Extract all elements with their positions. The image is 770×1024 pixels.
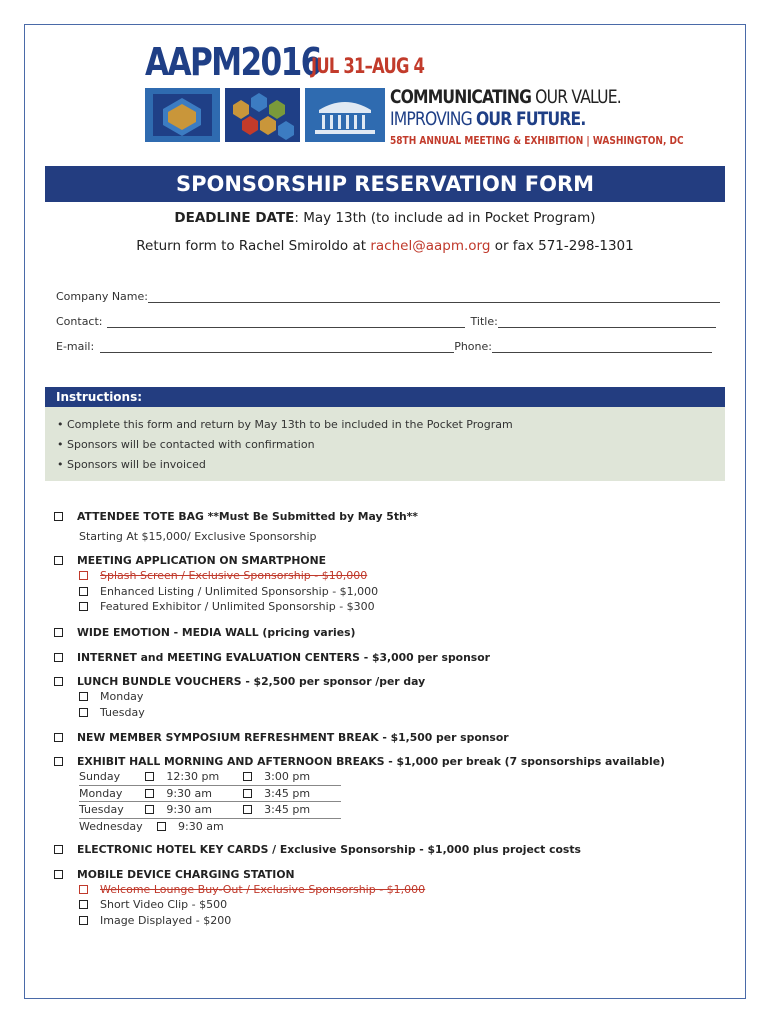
internet-checkbox[interactable] <box>54 653 63 662</box>
charging-sub-label: Short Video Clip - $500 <box>100 898 228 911</box>
app-sub-option <box>79 585 378 598</box>
charging-sub-label: Image Displayed - $200 <box>100 914 232 927</box>
deadline-label: DEADLINE DATE <box>174 210 295 226</box>
featured-checkbox[interactable] <box>79 602 88 611</box>
charging-checkbox[interactable] <box>54 870 63 879</box>
option-media-wall <box>54 626 355 639</box>
company-field <box>56 290 720 303</box>
charging-label: MOBILE DEVICE CHARGING STATION <box>77 868 295 881</box>
slot-checkbox[interactable] <box>145 805 154 814</box>
option-app <box>54 554 326 567</box>
schedule-slot: 9:30 am <box>145 787 243 800</box>
logo-tagline-2: IMPROVING OUR FUTURE. <box>390 108 586 130</box>
instruction-item: • Sponsors will be contacted with confirmation <box>57 438 315 451</box>
option-key-cards <box>54 843 581 856</box>
tote-bag-checkbox[interactable] <box>54 512 63 521</box>
internet-label: INTERNET and MEETING EVALUATION CENTERS - $3,000 per sponsor <box>77 651 490 664</box>
monday-checkbox[interactable] <box>79 692 88 701</box>
image-displayed-checkbox[interactable] <box>79 916 88 925</box>
schedule-slot: 9:30 am <box>157 820 272 833</box>
logo-dates: JUL 31–AUG 4 <box>311 54 425 78</box>
app-sub-option <box>79 600 375 613</box>
exhibit-breaks-label: EXHIBIT HALL MORNING AND AFTERNOON BREAKS - $1,000 per break (7 sponsorships available) <box>77 755 665 768</box>
deadline-value: : May 13th (to include ad in Pocket Program) <box>294 210 596 226</box>
media-wall-checkbox[interactable] <box>54 628 63 637</box>
tote-bag-label: ATTENDEE TOTE BAG **Must Be Submitted by May 5th** <box>77 510 418 523</box>
logo-tagline-1: COMMUNICATING OUR VALUE. <box>390 86 621 108</box>
slot-checkbox[interactable] <box>243 772 252 781</box>
instruction-item: • Complete this form and return by May 13th to be included in the Pocket Program <box>57 418 513 431</box>
app-sub-label: Featured Exhibitor / Unlimited Sponsorship - $300 <box>100 600 375 613</box>
charging-sub-option <box>79 883 425 896</box>
instructions-header: Instructions: <box>45 387 725 407</box>
slot-checkbox[interactable] <box>243 805 252 814</box>
email-field <box>56 340 712 353</box>
slot-checkbox[interactable] <box>145 772 154 781</box>
app-sub-label: Splash Screen / Exclusive Sponsorship - $10,000 <box>100 569 368 582</box>
key-cards-checkbox[interactable] <box>54 845 63 854</box>
charging-sub-option <box>79 914 231 927</box>
title-label: Title: <box>470 315 498 328</box>
option-symposium <box>54 731 509 744</box>
lunch-label: LUNCH BUNDLE VOUCHERS - $2,500 per sponsor /per day <box>77 675 426 688</box>
email-link[interactable]: rachel@aapm.org <box>370 238 491 254</box>
schedule-slot: 12:30 pm <box>145 770 243 783</box>
company-input[interactable] <box>148 291 720 303</box>
contact-input[interactable] <box>107 316 465 328</box>
phone-label: Phone: <box>454 340 492 353</box>
phone-input[interactable] <box>492 341 712 353</box>
schedule-day: Monday <box>79 786 123 800</box>
lunch-sub-option <box>79 706 145 719</box>
symposium-label: NEW MEMBER SYMPOSIUM REFRESHMENT BREAK - $1,500 per sponsor <box>77 731 509 744</box>
tote-bag-note: Starting At $15,000/ Exclusive Sponsorship <box>79 530 317 543</box>
instructions-box <box>45 407 725 481</box>
form-title: SPONSORSHIP RESERVATION FORM <box>45 166 725 202</box>
exhibit-breaks-checkbox[interactable] <box>54 757 63 766</box>
logo-tiles-graphic <box>145 88 385 142</box>
option-exhibit-breaks <box>54 755 665 768</box>
contact-field <box>56 315 716 328</box>
key-cards-label: ELECTRONIC HOTEL KEY CARDS / Exclusive Sponsorship - $1,000 plus project costs <box>77 843 581 856</box>
slot-checkbox[interactable] <box>157 822 166 831</box>
break-schedule <box>79 769 341 834</box>
logo-title: AAPM2016 <box>145 40 321 84</box>
schedule-row <box>79 769 341 786</box>
deadline-line <box>0 210 770 226</box>
lunch-day-label: Tuesday <box>100 706 145 719</box>
slot-checkbox[interactable] <box>243 789 252 798</box>
schedule-day: Wednesday <box>79 819 143 833</box>
media-wall-label: WIDE EMOTION - MEDIA WALL (pricing varies) <box>77 626 356 639</box>
instruction-item: • Sponsors will be invoiced <box>57 458 206 471</box>
charging-sub-label: Welcome Lounge Buy-Out / Exclusive Sponsorship - $1,000 <box>100 883 426 896</box>
company-label: Company Name: <box>56 290 148 303</box>
app-sub-label: Enhanced Listing / Unlimited Sponsorship - $1,000 <box>100 585 379 598</box>
logo-meeting-line: 58TH ANNUAL MEETING & EXHIBITION | WASHINGTON, DC <box>390 134 684 147</box>
schedule-slot: 3:45 pm <box>243 803 341 816</box>
lunch-day-label: Monday <box>100 690 144 703</box>
app-checkbox[interactable] <box>54 556 63 565</box>
option-charging <box>54 868 295 881</box>
schedule-slot: 9:30 am <box>145 803 243 816</box>
option-internet <box>54 651 490 664</box>
lounge-checkbox[interactable] <box>79 885 88 894</box>
schedule-slot: 3:00 pm <box>243 770 341 783</box>
app-label: MEETING APPLICATION ON SMARTPHONE <box>77 554 326 567</box>
video-clip-checkbox[interactable] <box>79 900 88 909</box>
enhanced-checkbox[interactable] <box>79 587 88 596</box>
schedule-day: Tuesday <box>79 803 124 817</box>
email-input[interactable] <box>100 341 454 353</box>
symposium-checkbox[interactable] <box>54 733 63 742</box>
slot-checkbox[interactable] <box>145 789 154 798</box>
charging-sub-option <box>79 898 227 911</box>
email-label: E-mail: <box>56 340 95 353</box>
schedule-row <box>79 786 341 803</box>
lunch-checkbox[interactable] <box>54 677 63 686</box>
contact-label: Contact: <box>56 315 103 328</box>
option-tote-bag <box>54 510 418 523</box>
schedule-day: Sunday <box>79 770 121 784</box>
return-instructions: Return form to Rachel Smiroldo at rachel@aapm.org or fax 571-298-1301 <box>136 238 634 254</box>
option-lunch <box>54 675 425 688</box>
title-input[interactable] <box>498 316 716 328</box>
tuesday-checkbox[interactable] <box>79 708 88 717</box>
splash-checkbox[interactable] <box>79 571 88 580</box>
app-sub-option <box>79 569 367 582</box>
lunch-sub-option <box>79 690 143 703</box>
schedule-slot: 3:45 pm <box>243 787 341 800</box>
schedule-row <box>79 802 341 819</box>
aapm-logo <box>145 40 684 155</box>
schedule-row <box>79 819 341 835</box>
